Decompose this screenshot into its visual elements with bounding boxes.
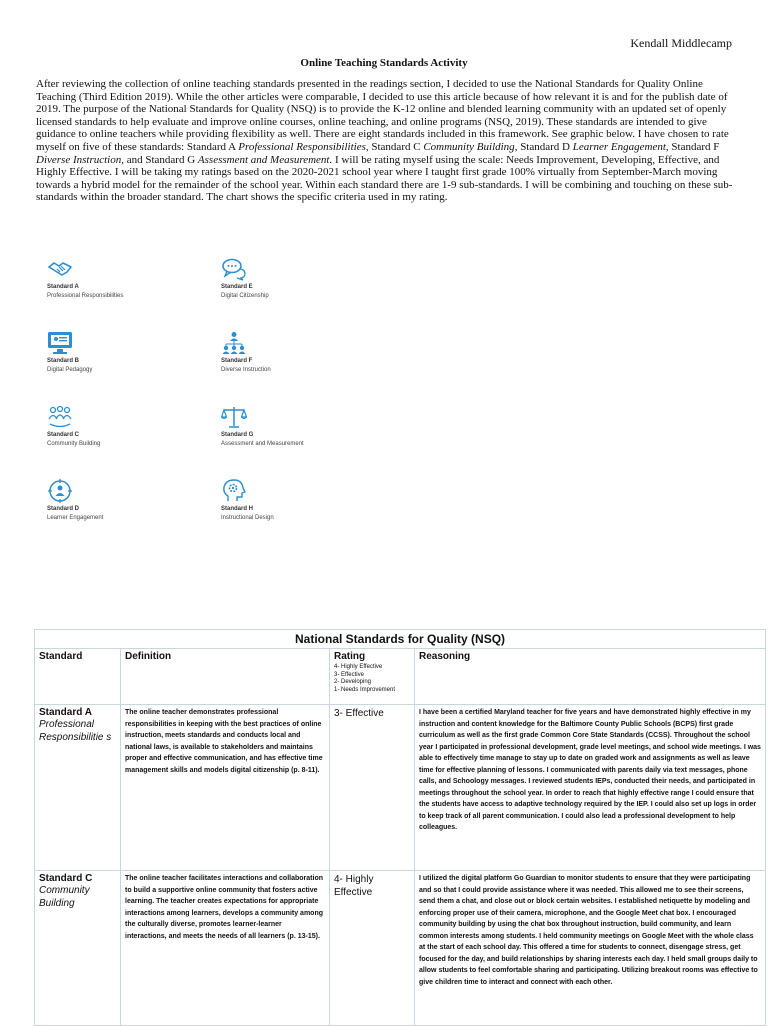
standard-name: Instructional Design [221,515,274,521]
document-title: Online Teaching Standards Activity [300,57,468,69]
standard-code: Standard B [47,358,80,364]
table-header-row [35,649,766,705]
standard-cell [35,871,121,1026]
standard-code: Standard A [47,284,79,290]
nsq-table [34,629,766,1026]
rating-scale-item: 3- Effective [334,671,364,678]
standard-item-c [47,405,197,447]
standard-name: Digital Pedagogy [47,367,93,373]
standards-graphic [47,257,377,537]
standard-code: Standard H [221,506,254,512]
target-person-icon [47,479,73,503]
chat-bubbles-icon [221,257,247,281]
standard-item-a [47,257,197,299]
rating-scale-item: 1- Needs Improvement [334,686,396,693]
standard-name: Community Building [39,885,90,909]
standard-name: Diverse Instruction [221,367,271,373]
header-standard: Standard [35,649,121,705]
rating-scale [334,664,410,694]
computer-monitor-icon [47,331,73,355]
standard-name: Professional Responsibilities [47,293,124,299]
standard-name: Assessment and Measurement [221,441,304,447]
standard-code: Standard F [221,358,253,364]
standard-code: Standard C [39,873,93,884]
standard-code: Standard D [47,506,80,512]
definition-cell: The online teacher facilitates interactions and collaboration to build a supportive online community that fosters active learning. The teacher creates expectations for appropriate interactions among learners, develops a community among the culturally diverse, promotes learner-learner interactions, and meets the needs of all learners (p. 13-15). [121,871,330,1026]
standard-item-d [47,479,197,521]
intro-paragraph: After reviewing the collection of online teaching standards presented in the readings section, I decided to use the National Standards for Quality Online Teaching (Third Edition 2019). While the other articles were comparable, I decided to use this article because of how relevant it is and for the publish date of 2019. The purpose of the National Standards for Quality (NSQ) is to provide the K-12 online and blended learning community with an updated set of openly licensed standards to help evaluate and improve online courses, online teaching, and online programs (NSQ, 2019). These standards are intended to give guidance to online teachers while providing flexibility as well. There are eight standards included in this framework. See graphic below. I have chosen to rate myself on five of these standards: Standard A Professional Responsibilities, Standard C Community Building, Standard D Learner Engagement, Standard F Diverse Instruction, and Standard G Assessment and Measurement. I will be rating myself using the scale: Needs Improvement, Developing, Effective, and Highly Effective. I will be taking my ratings based on the 2020-2021 school year where I taught first grade 100% virtually from September-March moving towards a hybrid model for the remainder of the school year. Within each standard there are 1-9 sub-standards. I will be combining and touching on these sub-standards within the broader standard. The chart shows the specific criteria used in my rating. [36,78,733,204]
standard-code: Standard A [39,707,92,718]
rating-cell: 3- Effective [330,705,415,871]
author-name: Kendall Middlecamp [630,36,732,50]
balance-scale-icon [221,405,247,429]
rating-scale-item: 4- Highly Effective [334,664,383,670]
standard-name: Digital Citizenship [221,293,269,299]
standard-name: Professional Responsibilitie s [39,719,112,743]
standard-item-g [221,405,371,447]
standard-cell [35,705,121,871]
standard-code: Standard E [221,284,253,290]
standard-item-b [47,331,197,373]
reasoning-cell: I have been a certified Maryland teacher for five years and have demonstrated highly effective in my instruction and content knowledge for the Baltimore County Public Schools (BCPS) first grade curriculum as well as the first grade Common Core State Standards (CCSS). Throughout the school year I participated in professional development, grade level meetings, and school wide meetings. I was able to effectively time manage to stay up to date on graded work and assignments as well as leave time for effective planning of lessons. I communicated with parents daily via text messages, phone calls, and Schoology messages. I reviewed students IEPs, conducted their needs, and participated in meetings throughout the school year. In order to reach that highly effective range I could ensure that the students have access to adaptive technology required by the IEP. I could also set up logs in order to keep track of all parent communication. I could also lead a professional development to help colleagues. [415,705,766,871]
table-caption: National Standards for Quality (NSQ) [35,630,766,649]
standard-code: Standard C [47,432,80,438]
standard-item-h [221,479,371,521]
header-reasoning: Reasoning [415,649,766,705]
rating-scale-item: 2- Developing [334,679,372,685]
standard-name: Learner Engagement [47,515,104,521]
standard-item-e [221,257,371,299]
handshake-icon [47,257,73,281]
table-row [35,705,766,871]
standard-item-f [221,331,371,373]
header-definition: Definition [121,649,330,705]
header-rating [330,649,415,705]
people-network-icon [221,331,247,355]
rating-cell: 4- Highly Effective [330,871,415,1026]
rating-header-label: Rating [334,651,366,662]
head-gears-icon [221,479,247,503]
standard-code: Standard G [221,432,254,438]
table-row [35,871,766,1026]
standard-name: Community Building [47,441,101,447]
definition-cell: The online teacher demonstrates professional responsibilities in keeping with the best practices of online instruction, meets standards and conducts local and national laws, is available to stakeholders and maintains proper and effective communication, and has effective time management skills and models digital citizenship (p. 8-11). [121,705,330,871]
reasoning-cell: I utilized the digital platform Go Guardian to monitor students to ensure that they were participating and so that I could provide assistance where it was needed. This allowed me to see their screens, send them a chat, and close out or block certain websites. I established netiquette by modeling and enforcing proper use of their camera, microphone, and the Google Meet chat box. I encouraged community building by using the chat box throughout instruction, build community, and learn common interests among students. I held community meetings on Google Meet with the whole class at the start of each school day. This offered a time for students to connect, disengage stress, get focused for the day, and build relationships by sharing interests each day. I held small groups daily to allow students to feel comfortable sharing and participating. Utilizing breakout rooms was effective to give children time to interact and connect with each other. [415,871,766,1026]
community-icon [47,405,73,429]
